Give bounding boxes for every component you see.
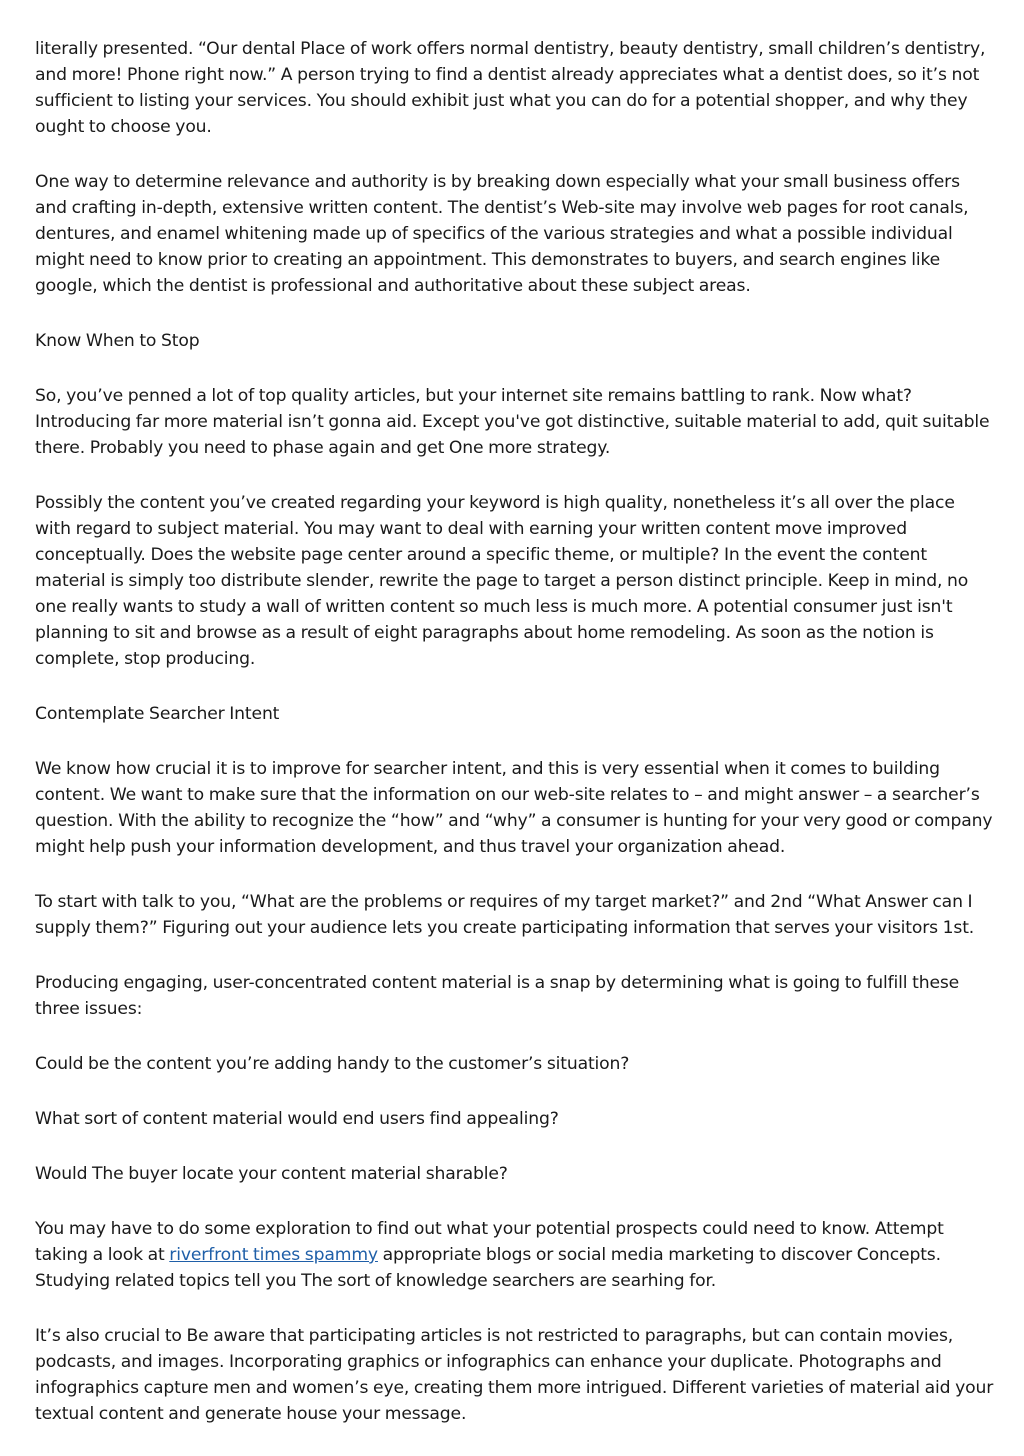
section-heading-know-when-to-stop: Know When to Stop: [35, 331, 200, 351]
paragraph-text: You may have to do some exploration to find out what your potential prospects could need to know. Attempt taking a look at: [35, 1219, 944, 1265]
paragraph: So, you’ve penned a lot of top quality articles, but your internet site remains battling to rank. Now what? Introducing far more material isn’t gonna aid. Except you've got distinctive, suitable material to add, quit suitable there. Probably you need to phase again and get One more strategy.: [35, 386, 990, 458]
section-heading-searcher-intent: Contemplate Searcher Intent: [35, 704, 280, 724]
question-item: Could be the content you’re adding handy to the customer’s situation?: [35, 1054, 630, 1074]
paragraph: One way to determine relevance and authority is by breaking down especially what your small business offers and crafting in-depth, extensive written content. The dentist’s Web-site may involve web pages for root canals, dentures, and enamel whitening made up of specifics of the various strategies and what a possible individual might need to know prior to creating an appointment. This demonstrates to buyers, and search engines like google, which the dentist is professional and authoritative about these subject areas.: [35, 172, 969, 296]
paragraph: Producing engaging, user-concentrated content material is a snap by determining what is going to fulfill these three issues:: [35, 973, 960, 1019]
question-item: What sort of content material would end users find appealing?: [35, 1109, 559, 1129]
paragraph: It’s also crucial to Be aware that participating articles is not restricted to paragraphs, but can contain movies, podcasts, and images. Incorporating graphics or infographics can enhance your duplicate. Photographs and infographics capture men and women’s eye, creating them more intrigued. Different varieties of material aid your textual content and generate house your message.: [35, 1326, 994, 1424]
paragraph: To start with talk to you, “What are the problems or requires of my target market?” and 2nd “What Answer can I supply them?” Figuring out your audience lets you create participating information that serves your visitors 1st.: [35, 892, 975, 938]
article-body: [35, 36, 995, 1456]
riverfront-times-link[interactable]: riverfront times spammy: [169, 1245, 378, 1265]
paragraph-text: appropriate blogs or social media marketing to discover Concepts. Studying related topics tell you The sort of knowledge searchers are searhing for.: [35, 1245, 941, 1291]
paragraph: Possibly the content you’ve created regarding your keyword is high quality, nonetheless it’s all over the place with regard to subject material. You may want to deal with earning your written content move improved conceptually. Does the website page center around a specific theme, or multiple? In the event the content material is simply too distribute slender, rewrite the page to target a person distinct principle. Keep in mind, no one really wants to study a wall of written content so much less is much more. A potential consumer just isn't planning to sit and browse as a result of eight paragraphs about home remodeling. As soon as the notion is complete, stop producing.: [35, 493, 969, 669]
paragraph-with-link: [35, 1216, 995, 1294]
question-item: Would The buyer locate your content material sharable?: [35, 1164, 508, 1184]
paragraph: literally presented. “Our dental Place of work offers normal dentistry, beauty dentistry, small children’s dentistry, and more! Phone right now.” A person trying to find a dentist already appreciates what a dentist does, so it’s not sufficient to listing your services. You should exhibit just what you can do for a potential shopper, and why they ought to choose you.: [35, 39, 986, 137]
paragraph: We know how crucial it is to improve for searcher intent, and this is very essential when it comes to building content. We want to make sure that the information on our web-site relates to – and might answer – a searcher’s question. With the ability to recognize the “how” and “why” a consumer is hunting for your very good or company might help push your information development, and thus travel your organization ahead.: [35, 759, 993, 857]
